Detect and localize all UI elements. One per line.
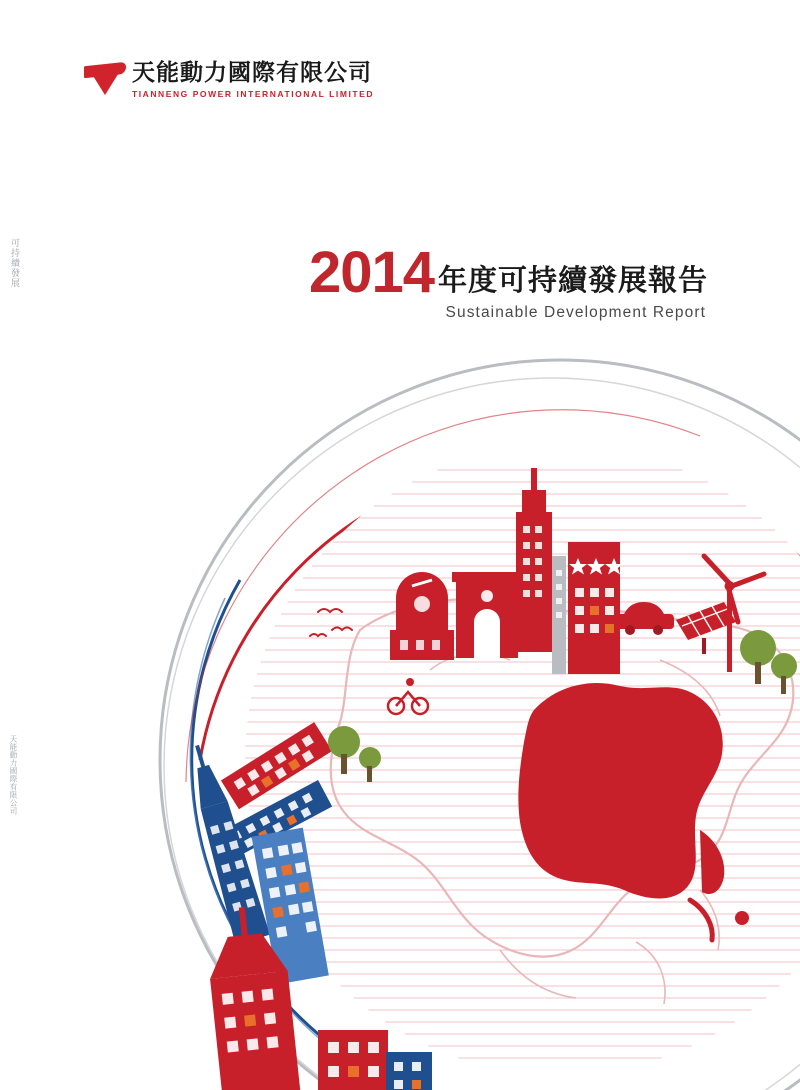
report-year: 2014 bbox=[308, 240, 434, 305]
report-title-cn: 年度可持續發展報告 bbox=[437, 263, 708, 298]
side-note-bottom: 天能動力國際有限公司 bbox=[9, 735, 18, 815]
cover-title bbox=[308, 240, 708, 322]
globe-city-skyline-illustration bbox=[0, 330, 800, 1090]
company-name-en: TIANNENG POWER INTERNATIONAL LIMITED bbox=[132, 89, 375, 100]
tianneng-v-logo-icon bbox=[84, 58, 126, 102]
side-note-top: 可持續發展 bbox=[9, 238, 19, 288]
observatory-dome bbox=[390, 572, 454, 660]
company-name-cn: 天能動力國際有限公司 bbox=[132, 60, 372, 86]
company-logo bbox=[84, 58, 374, 102]
logo-text-group bbox=[132, 58, 374, 99]
report-title-en: Sustainable Development Report bbox=[445, 304, 706, 322]
